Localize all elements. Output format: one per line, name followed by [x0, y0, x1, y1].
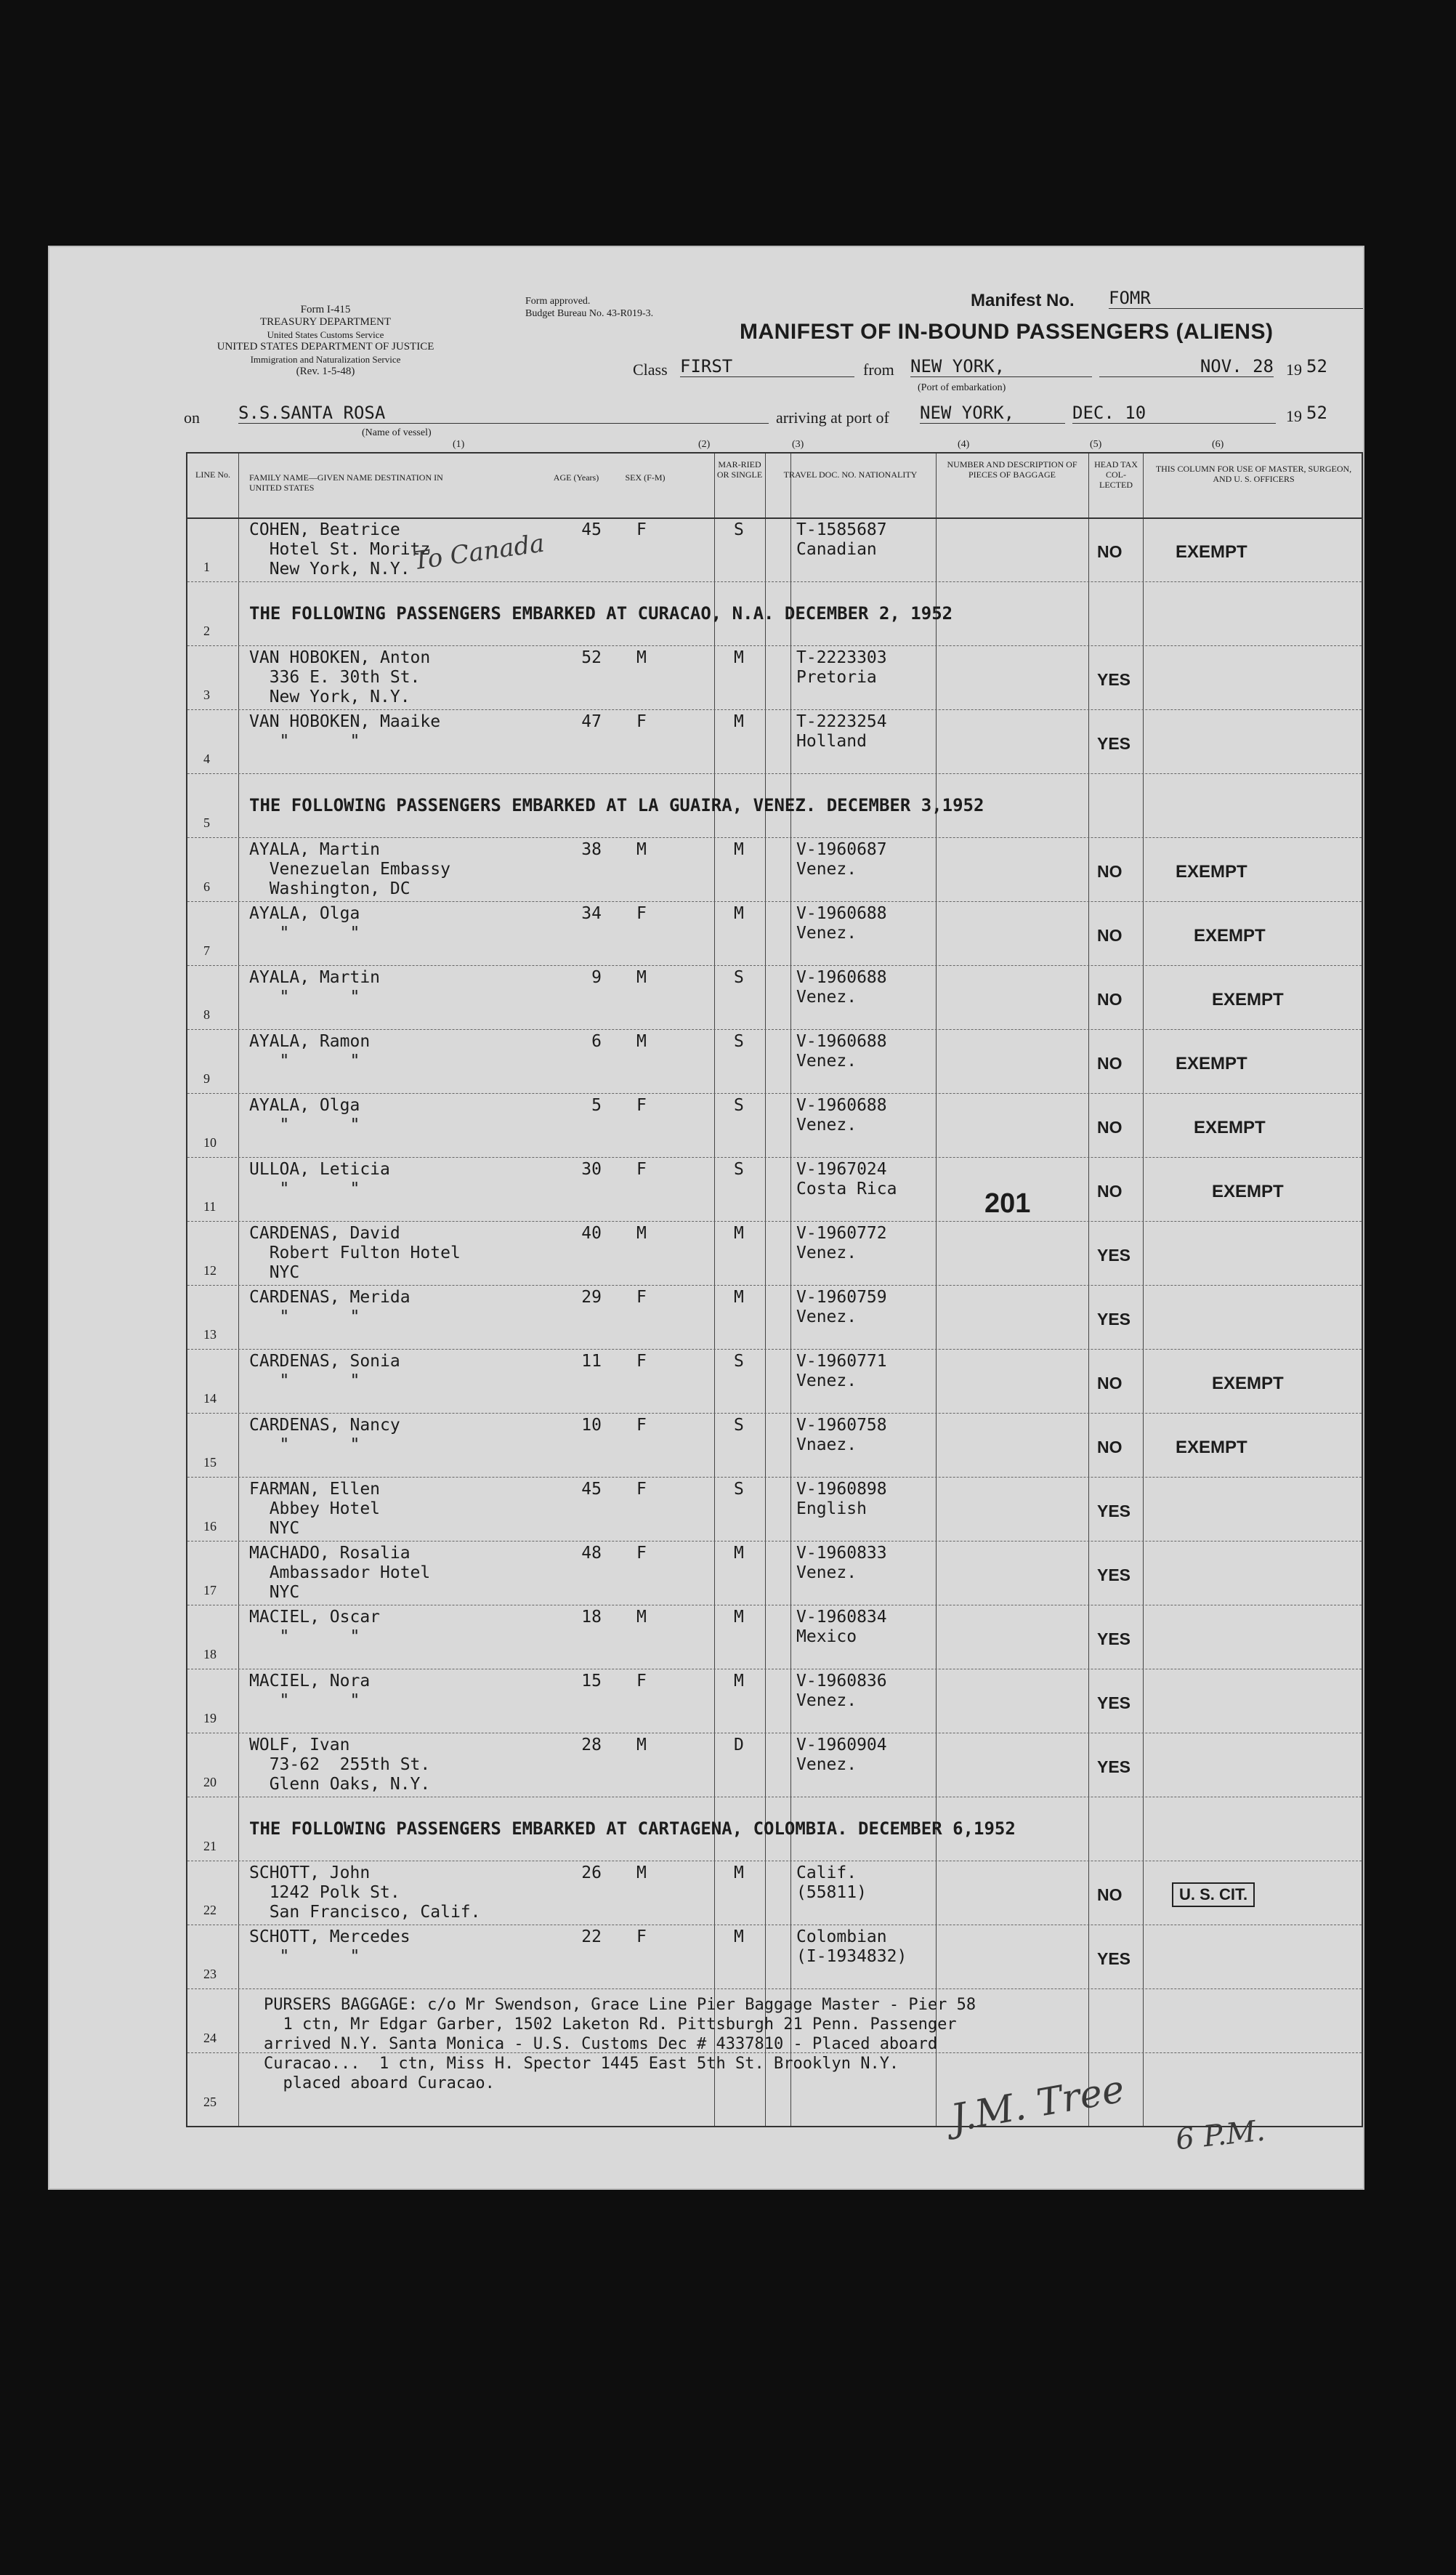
line-number: 11 [203, 1199, 217, 1214]
passenger-travel-doc: V-1960836 Venez. [796, 1672, 887, 1710]
passenger-age: 11 [581, 1352, 602, 1371]
passenger-sex: F [636, 1480, 647, 1499]
passenger-travel-doc: T-2223254 Holland [796, 712, 887, 751]
line-number: 17 [203, 1583, 217, 1597]
manifest-sheet [48, 246, 1364, 2190]
col-header-sex: SEX (F-M) [625, 472, 666, 483]
head-tax-collected: NO [1097, 1118, 1123, 1137]
passenger-age: 29 [581, 1288, 602, 1307]
arrival-year: 52 [1306, 403, 1327, 423]
passenger-age: 9 [591, 968, 602, 987]
col-header-baggage: NUMBER AND DESCRIPTION OF PIECES OF BAGGAGE [947, 459, 1077, 480]
form-revision: (Rev. 1-5-48) [296, 366, 355, 377]
line-number: 22 [203, 1903, 217, 1917]
passenger-age: 52 [581, 648, 602, 667]
passenger-travel-doc: V-1960771 Venez. [796, 1352, 887, 1390]
col-header-travel-doc: TRAVEL DOC. NO. NATIONALITY [783, 470, 918, 480]
line-number: 12 [203, 1263, 217, 1278]
col-header-name: FAMILY NAME—GIVEN NAME DESTINATION IN UNITED STATES [249, 472, 443, 493]
passenger-age: 28 [581, 1736, 602, 1754]
pursers-line-1: PURSERS BAGGAGE: c/o Mr Swendson, Grace Line Pier Baggage Master - Pier 58 [264, 1996, 976, 2014]
head-tax-collected: NO [1097, 1054, 1123, 1073]
passenger-marital-status: S [734, 1480, 744, 1499]
row-divider [187, 837, 1362, 838]
passenger-sex: M [636, 648, 647, 667]
row-divider [187, 1541, 1362, 1542]
line-number: 19 [203, 1711, 217, 1725]
passenger-age: 15 [581, 1672, 602, 1691]
passenger-marital-status: S [734, 1096, 744, 1115]
col-divider [936, 454, 937, 2126]
col-header-line-no: LINE No. [195, 470, 230, 480]
passenger-marital-status: M [734, 1608, 744, 1627]
head-tax-collected: YES [1097, 1949, 1131, 1968]
passenger-name-destination: AYALA, Martin " " [249, 968, 381, 1007]
arriving-label: arriving at port of [776, 408, 889, 427]
arrival-port: NEW YORK, [920, 403, 1065, 424]
passenger-marital-status: M [734, 1544, 744, 1563]
form-approved: Form approved. [525, 296, 591, 307]
passenger-age: 34 [581, 904, 602, 923]
head-tax-collected: NO [1097, 1438, 1123, 1456]
row-divider [187, 1477, 1362, 1478]
line-number: 3 [203, 688, 210, 702]
passenger-name-destination: MACIEL, Oscar " " [249, 1608, 381, 1646]
passenger-travel-doc: T-2223303 Pretoria [796, 648, 887, 687]
head-tax-collected: NO [1097, 542, 1123, 561]
passenger-name-destination: AYALA, Olga " " [249, 904, 360, 943]
passenger-travel-doc: Calif. (55811) [796, 1863, 867, 1902]
row-divider [187, 773, 1362, 774]
col-divider [790, 454, 791, 2126]
passenger-sex: F [636, 712, 647, 731]
row-divider [187, 645, 1362, 646]
row-divider [187, 1988, 1362, 1989]
passenger-travel-doc: V-1960772 Venez. [796, 1224, 887, 1262]
head-tax-collected: YES [1097, 734, 1131, 753]
passenger-marital-status: S [734, 1352, 744, 1371]
col-divider [1143, 454, 1144, 2126]
treasury-dept: TREASURY DEPARTMENT [259, 316, 392, 328]
col-divider [238, 454, 239, 2126]
head-tax-collected: NO [1097, 990, 1123, 1009]
row-divider [187, 1221, 1362, 1222]
row-divider [187, 1157, 1362, 1158]
passenger-sex: M [636, 1032, 647, 1051]
line-number: 16 [203, 1519, 217, 1534]
passenger-marital-status: S [734, 968, 744, 987]
passenger-marital-status: M [734, 648, 744, 667]
passenger-name-destination: CARDENAS, David Robert Fulton Hotel NYC [249, 1224, 461, 1282]
row-divider [187, 1029, 1362, 1030]
line-number: 7 [203, 943, 210, 958]
passenger-sex: F [636, 520, 647, 539]
passenger-age: 22 [581, 1927, 602, 1946]
col-header-head-tax: HEAD TAX COL-LECTED [1094, 459, 1138, 490]
head-tax-collected: NO [1097, 1182, 1123, 1201]
head-tax-collected: YES [1097, 1629, 1131, 1648]
passenger-name-destination: FARMAN, Ellen Abbey Hotel NYC [249, 1480, 381, 1538]
passenger-name-destination: MACHADO, Rosalia Ambassador Hotel NYC [249, 1544, 431, 1602]
passenger-travel-doc: V-1960687 Venez. [796, 840, 887, 879]
passenger-name-destination: CARDENAS, Nancy " " [249, 1416, 400, 1454]
embarkation-section-header: THE FOLLOWING PASSENGERS EMBARKED AT CARTAGENA, COLOMBIA. DECEMBER 6,1952 [249, 1818, 1016, 1839]
arrival-year-prefix: 19 [1286, 407, 1302, 425]
passenger-name-destination: AYALA, Ramon " " [249, 1032, 371, 1071]
class-label: Class [633, 360, 668, 379]
passenger-marital-status: M [734, 1224, 744, 1243]
line-number: 23 [203, 1967, 217, 1981]
col-divider [714, 454, 715, 2126]
from-label: from [863, 360, 894, 379]
passenger-marital-status: M [734, 840, 744, 859]
passenger-travel-doc: V-1960688 Venez. [796, 1032, 887, 1071]
passenger-age: 45 [581, 1480, 602, 1499]
vessel-name: S.S.SANTA ROSA [238, 403, 769, 424]
passenger-name-destination: MACIEL, Nora " " [249, 1672, 371, 1710]
col-num-2: (2) [698, 439, 711, 450]
passenger-marital-status: S [734, 520, 744, 539]
head-tax-collected: YES [1097, 1310, 1131, 1329]
passenger-travel-doc: V-1967024 Costa Rica [796, 1160, 897, 1198]
col-header-married: MAR-RIED OR SINGLE [716, 459, 763, 480]
passenger-marital-status: S [734, 1416, 744, 1435]
exempt-stamp: EXEMPT [1212, 1374, 1284, 1393]
embark-year-prefix: 19 [1286, 360, 1302, 379]
passenger-marital-status: M [734, 1288, 744, 1307]
line-number: 13 [203, 1327, 217, 1342]
embark-year: 52 [1306, 356, 1327, 376]
manifest-title: MANIFEST OF IN-BOUND PASSENGERS (ALIENS) [740, 320, 1274, 344]
head-tax-collected: NO [1097, 862, 1123, 881]
passenger-age: 38 [581, 840, 602, 859]
head-tax-collected: NO [1097, 1374, 1123, 1393]
on-label: on [184, 408, 200, 427]
exempt-stamp: EXEMPT [1176, 1438, 1247, 1457]
head-tax-collected: YES [1097, 1565, 1131, 1584]
embark-port: NEW YORK, [910, 356, 1092, 377]
passenger-sex: F [636, 1672, 647, 1691]
passenger-age: 5 [591, 1096, 602, 1115]
form-agency-block [173, 304, 478, 378]
manifest-number: FOMR [1109, 288, 1363, 309]
handwritten-to-canada: To Canada [411, 528, 546, 576]
exempt-stamp: EXEMPT [1176, 542, 1247, 562]
passenger-age: 6 [591, 1032, 602, 1051]
head-tax-collected: NO [1097, 926, 1123, 945]
passenger-sex: F [636, 1544, 647, 1563]
head-tax-collected: YES [1097, 1502, 1131, 1520]
passenger-name-destination: AYALA, Olga " " [249, 1096, 360, 1135]
pursers-line-4: Curacao... 1 ctn, Miss H. Spector 1445 East 5th St. Brooklyn N.Y. [264, 2055, 899, 2073]
passenger-travel-doc: V-1960834 Mexico [796, 1608, 887, 1646]
line-number: 21 [203, 1839, 217, 1853]
col-num-5: (5) [1090, 439, 1102, 450]
passenger-name-destination: SCHOTT, Mercedes " " [249, 1927, 410, 1966]
passenger-sex: M [636, 1736, 647, 1754]
passenger-travel-doc: V-1960758 Vnaez. [796, 1416, 887, 1454]
passenger-sex: F [636, 1352, 647, 1371]
col-num-1: (1) [453, 439, 465, 450]
line-number: 4 [203, 751, 210, 766]
line-number: 25 [203, 2095, 217, 2109]
col-num-4: (4) [958, 439, 970, 450]
line-number: 15 [203, 1455, 217, 1470]
passenger-age: 10 [581, 1416, 602, 1435]
passenger-sex: M [636, 1224, 647, 1243]
passenger-sex: F [636, 1416, 647, 1435]
row-divider [187, 1349, 1362, 1350]
passenger-age: 18 [581, 1608, 602, 1627]
passenger-marital-status: M [734, 1672, 744, 1691]
embarkation-section-header: THE FOLLOWING PASSENGERS EMBARKED AT CURACAO, N.A. DECEMBER 2, 1952 [249, 603, 953, 624]
passenger-age: 30 [581, 1160, 602, 1179]
col-divider [765, 454, 766, 2126]
passenger-sex: F [636, 1096, 647, 1115]
exempt-stamp: EXEMPT [1176, 1054, 1247, 1073]
row-divider [187, 901, 1362, 902]
passenger-travel-doc: V-1960688 Venez. [796, 904, 887, 943]
vessel-caption: (Name of vessel) [362, 427, 432, 438]
row-divider [187, 581, 1362, 582]
budget-bureau: Budget Bureau No. 43-R019-3. [525, 308, 654, 319]
passenger-age: 48 [581, 1544, 602, 1563]
ins-service: Immigration and Naturalization Service [250, 354, 401, 365]
form-number: Form I-415 [300, 304, 351, 315]
line-number: 5 [203, 815, 210, 830]
line-number: 1 [203, 560, 210, 574]
line-number: 10 [203, 1135, 217, 1150]
passenger-sex: F [636, 904, 647, 923]
customs-service: United States Customs Service [267, 329, 384, 340]
passenger-sex: M [636, 1863, 647, 1882]
head-tax-collected: YES [1097, 1246, 1131, 1265]
passenger-age: 47 [581, 712, 602, 731]
officer-initials: 6 P.M. [1173, 2113, 1267, 2157]
passenger-marital-status: M [734, 1863, 744, 1882]
line-number: 6 [203, 879, 210, 894]
passenger-travel-doc: V-1960688 Venez. [796, 1096, 887, 1135]
passenger-sex: M [636, 968, 647, 987]
exempt-stamp: EXEMPT [1212, 990, 1284, 1010]
passenger-name-destination: CARDENAS, Merida " " [249, 1288, 410, 1326]
passenger-travel-doc: V-1960759 Venez. [796, 1288, 887, 1326]
passenger-name-destination: WOLF, Ivan 73-62 255th St. Glenn Oaks, N.Y. [249, 1736, 431, 1794]
col-num-6: (6) [1212, 439, 1224, 450]
line-number: 24 [203, 2031, 217, 2045]
exempt-stamp: EXEMPT [1212, 1182, 1284, 1201]
us-citizen-stamp: U. S. CIT. [1172, 1882, 1255, 1907]
passenger-marital-status: M [734, 712, 744, 731]
passenger-name-destination: ULLOA, Leticia " " [249, 1160, 390, 1198]
passenger-name-destination: CARDENAS, Sonia " " [249, 1352, 400, 1390]
baggage-count-201: 201 [984, 1188, 1031, 1219]
passenger-travel-doc: Colombian (I-1934832) [796, 1927, 907, 1966]
pursers-line-3: arrived N.Y. Santa Monica - U.S. Customs Dec # 4337810 - Placed aboard [264, 2035, 938, 2053]
passenger-name-destination: COHEN, Beatrice Hotel St. Moritz New York, N.Y. [249, 520, 431, 579]
passenger-travel-doc: V-1960833 Venez. [796, 1544, 887, 1582]
passenger-marital-status: S [734, 1032, 744, 1051]
passenger-travel-doc: V-1960904 Venez. [796, 1736, 887, 1774]
passenger-marital-status: M [734, 1927, 744, 1946]
passenger-name-destination: SCHOTT, John 1242 Polk St. San Francisco, Calif. [249, 1863, 481, 1922]
passenger-travel-doc: V-1960688 Venez. [796, 968, 887, 1007]
passenger-sex: F [636, 1160, 647, 1179]
col-header-age: AGE (Years) [553, 472, 599, 483]
line-number: 8 [203, 1007, 210, 1022]
passenger-age: 45 [581, 520, 602, 539]
row-divider [187, 1285, 1362, 1286]
passenger-travel-doc: V-1960898 English [796, 1480, 887, 1518]
row-divider [187, 965, 1362, 966]
head-tax-collected: NO [1097, 1885, 1123, 1904]
head-tax-collected: YES [1097, 1757, 1131, 1776]
justice-dept: UNITED STATES DEPARTMENT OF JUSTICE [217, 341, 434, 352]
passenger-name-destination: VAN HOBOKEN, Maaike " " [249, 712, 441, 751]
exempt-stamp: EXEMPT [1194, 926, 1266, 946]
pursers-line-2: 1 ctn, Mr Edgar Garber, 1502 Laketon Rd. Pittsburgh 21 Penn. Passenger [264, 2015, 957, 2034]
line-number: 20 [203, 1775, 217, 1789]
passenger-name-destination: VAN HOBOKEN, Anton 336 E. 30th St. New York, N.Y. [249, 648, 431, 706]
line-number: 2 [203, 624, 210, 638]
port-caption: (Port of embarkation) [918, 382, 1006, 393]
passenger-sex: F [636, 1288, 647, 1307]
col-header-officers: THIS COLUMN FOR USE OF MASTER, SURGEON, AND U. S. OFFICERS [1155, 464, 1352, 484]
manifest-no-label: Manifest No. [971, 291, 1075, 310]
passenger-marital-status: M [734, 904, 744, 923]
head-tax-collected: YES [1097, 1693, 1131, 1712]
passenger-age: 26 [581, 1863, 602, 1882]
passenger-marital-status: S [734, 1160, 744, 1179]
passenger-sex: F [636, 1927, 647, 1946]
embark-date: NOV. 28 [1099, 356, 1274, 377]
arrival-date: DEC. 10 [1072, 403, 1276, 424]
passenger-name-destination: AYALA, Martin Venezuelan Embassy Washington, DC [249, 840, 450, 898]
line-number: 9 [203, 1071, 210, 1086]
passenger-table [186, 452, 1363, 2127]
line-number: 14 [203, 1391, 217, 1406]
officer-signature: J.M. Tree [947, 2067, 1128, 2141]
col-divider [1088, 454, 1089, 2126]
embarkation-section-header: THE FOLLOWING PASSENGERS EMBARKED AT LA GUAIRA, VENEZ. DECEMBER 3,1952 [249, 795, 984, 815]
exempt-stamp: EXEMPT [1194, 1118, 1266, 1137]
class-value: FIRST [680, 356, 854, 377]
passenger-age: 40 [581, 1224, 602, 1243]
header-divider [187, 517, 1362, 519]
row-divider [187, 1093, 1362, 1094]
pursers-line-5: placed aboard Curacao. [264, 2074, 495, 2092]
col-num-3: (3) [792, 439, 804, 450]
exempt-stamp: EXEMPT [1176, 862, 1247, 882]
head-tax-collected: YES [1097, 670, 1131, 689]
passenger-sex: M [636, 1608, 647, 1627]
passenger-travel-doc: T-1585687 Canadian [796, 520, 887, 559]
line-number: 18 [203, 1647, 217, 1661]
passenger-sex: M [636, 840, 647, 859]
passenger-marital-status: D [734, 1736, 744, 1754]
row-divider [187, 709, 1362, 710]
row-divider [187, 1413, 1362, 1414]
